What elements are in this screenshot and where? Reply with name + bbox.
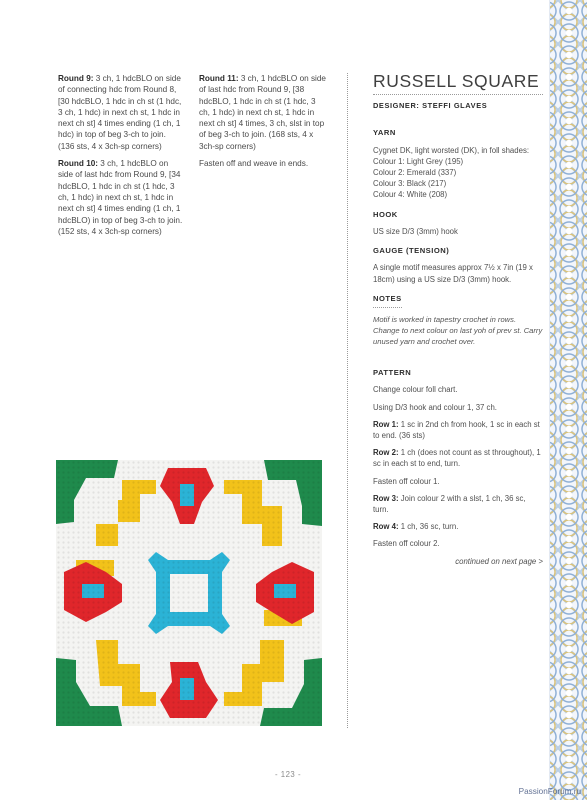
round-11-label: Round 11:	[199, 74, 239, 83]
right-column	[373, 70, 543, 567]
yarn-colour-3: Colour 3: Black (217)	[373, 179, 447, 189]
pattern-p4: Fasten off colour 2.	[373, 539, 440, 549]
row-3	[373, 493, 543, 515]
round-11	[199, 73, 327, 152]
continued-link[interactable]: continued on next page >	[455, 556, 543, 566]
designer-credit: DESIGNER: STEFFI GLAVES	[373, 101, 488, 110]
round-9-label: Round 9:	[58, 74, 94, 83]
pattern-p3: Fasten off colour 1.	[373, 476, 440, 486]
left-column	[58, 73, 184, 243]
fasten-off-text: Fasten off and weave in ends.	[199, 159, 309, 169]
pattern-heading: PATTERN	[373, 368, 412, 378]
stitch-texture	[56, 460, 322, 726]
round-11-text: 3 ch, 1 hdcBLO on side of last hdc from Round 9, [38 hdcBLO, 1 hdc in ch st (1 hdc, 3 ch, 1 hdc) in next ch st, 1 hdc in next ch st] 4 times, 3 ch, slst in top of beg 3-ch to join. (168 sts, 4 x 3ch-sp corners)	[199, 74, 326, 151]
row-3-text: Join colour 2 with a slst, 1 ch, 36 sc, turn.	[373, 493, 526, 514]
notes-text: Motif is worked in tapestry crochet in rows. Change to next colour on last yoh of prev st. Carry unused yarn and crochet over.	[373, 315, 543, 347]
pattern-p2: Using D/3 hook and colour 1, 37 ch.	[373, 402, 497, 412]
pattern-p1: Change colour foll chart.	[373, 385, 458, 395]
yarn-intro: Cygnet DK, light worsted (DK), in foll shades:	[373, 145, 530, 155]
row-4	[373, 521, 543, 532]
row-3-label: Row 3:	[373, 493, 399, 503]
notes-heading: NOTES	[373, 293, 402, 308]
gauge-section	[373, 245, 543, 285]
yarn-section	[373, 127, 543, 200]
row-1-text: 1 sc in 2nd ch from hook, 1 sc in each st to end. (36 sts)	[373, 419, 540, 440]
yarn-colour-4: Colour 4: White (208)	[373, 190, 448, 200]
round-10	[58, 158, 184, 237]
title-rule	[373, 94, 543, 95]
row-1	[373, 419, 543, 441]
column-divider	[347, 73, 348, 728]
row-2-text: 1 ch (does not count as st throughout), 1 sc in each st to end, turn.	[373, 448, 541, 469]
yarn-heading: YARN	[373, 128, 396, 138]
pattern-section	[373, 367, 543, 567]
row-2	[373, 447, 543, 469]
gauge-heading: GAUGE (TENSION)	[373, 246, 450, 256]
notes-section	[373, 293, 543, 347]
pattern-title: RUSSELL SQUARE	[373, 71, 540, 91]
round-9-text: 3 ch, 1 hdcBLO on side of connecting hdc from Round 8, [30 hdcBLO, 1 hdc in ch st (1 hdc, 3 ch, 1 hdc) in next ch st, 1 hdc in next ch st] 4 times ending (1 ch, 1 hdc) in top of beg 3-ch to join. (136 sts, 4 x 3ch-sp corners)	[58, 74, 182, 151]
row-2-label: Row 2:	[373, 448, 399, 458]
watermark: PassionForum.ru	[518, 787, 581, 796]
row-4-label: Row 4:	[373, 522, 399, 532]
row-4-text: 1 ch, 36 sc, turn.	[398, 522, 459, 532]
gauge-text: A single motif measures approx 7½ x 7in (19 x 18cm) using a US size D/3 (3mm) hook.	[373, 263, 533, 284]
row-1-label: Row 1:	[373, 419, 399, 429]
hook-section	[373, 209, 543, 238]
hook-heading: HOOK	[373, 209, 398, 219]
crochet-square-image	[56, 460, 322, 726]
crochet-square-photo	[56, 460, 322, 726]
page-number: - 123 -	[275, 770, 302, 779]
hook-text: US size D/3 (3mm) hook	[373, 226, 458, 236]
yarn-colour-1: Colour 1: Light Grey (195)	[373, 156, 464, 166]
round-10-text: 3 ch, 1 hdcBLO on side of last hdc from Round 9, [34 hdcBLO, 1 hdc in ch st (1 hdc, 3 ch, 1 hdc) in next ch st, 1 hdc in next ch st] 4 times ending (1 ch, 1 hdcBLO) in top of beg 3-ch to join. (152 sts, 4 x 3ch-sp corners)	[58, 159, 183, 236]
middle-column	[199, 73, 327, 175]
round-9	[58, 73, 184, 152]
yarn-colour-2: Colour 2: Emerald (337)	[373, 168, 457, 177]
decorative-tile-border	[549, 0, 587, 800]
round-10-label: Round 10:	[58, 159, 99, 169]
